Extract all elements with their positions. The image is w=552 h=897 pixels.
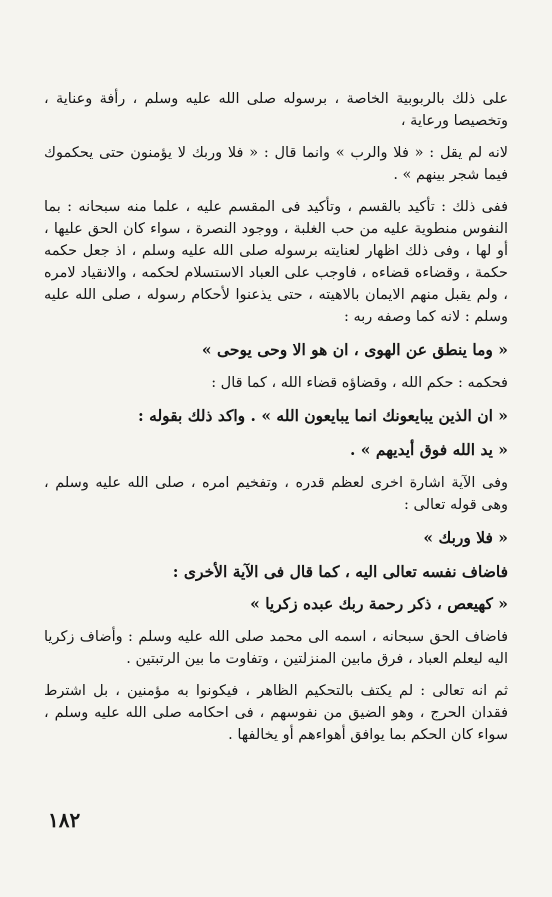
paragraph-3: ففى ذلك : تأكيد بالقسم ، وتأكيد فى المقسم عليه ، علما منه سبحانه : بما النفوس منطوية عليه من حب الغلبة ، ووجود النصرة ، سواء كان الحق عليها ، أو لها ، وفى ذلك اظهار لعنايته برسوله صلى الله عليه وسلم ، اذ جعل حكمه حكمة ، وقضاءه قضاءه ، فاوجب على العباد الاستسلام لحكمه ، والانقياد لامره ، ولم يقبل منهم الايمان بالاهيته ، حتى يذعنوا لأحكام رسوله ، صلى الله عليه وسلم : لانه كما وصفه ربه : <box>44 199 508 325</box>
page-number: ١٨٢ <box>48 808 81 832</box>
bold-heading: فاضاف نفسه تعالى اليه ، كما قال فى الآية الأخرى : <box>172 562 508 581</box>
quran-quote-1: « وما ينطق عن الهوى ، ان هو الا وحى يوحى » <box>201 340 508 359</box>
paragraph-6: ثم انه تعالى : لم يكتف بالتحكيم الظاهر ، فيكونوا به مؤمنين ، بل اشترط فقدان الحرج ، وهو الضيق من نفوسهم ، فى احكامه صلى الله عليه وسلم ، سواء كان الحكم بما يوافق أهواءهم أو يخالفها . <box>44 683 508 743</box>
paragraph-4: وفى الآية اشارة اخرى لعظم قدره ، وتفخيم امره ، صلى الله عليه وسلم ، وهى قوله تعالى : <box>44 475 508 513</box>
quran-quote-2: « ان الذين يبايعونك انما يبايعون الله » . واكد ذلك بقوله : <box>138 406 508 425</box>
quran-quote-3: « يد الله فوق أيديهم » . <box>349 440 508 459</box>
quran-quote-4: « فلا وربك » <box>423 528 508 547</box>
paragraph-1: على ذلك بالربوبية الخاصة ، برسوله صلى الله عليه وسلم ، رأفة وعناية ، وتخصيصا ورعاية ، <box>44 91 508 129</box>
quran-quote-5: « كهيعص ، ذكر رحمة ربك عبده زكريا » <box>250 594 508 613</box>
paragraph-5: فاضاف الحق سبحانه ، اسمه الى محمد صلى الله عليه وسلم : وأضاف زكريا اليه ليعلم العباد ، فرق مابين المنزلتين ، وتفاوت ما بين الرتبتين . <box>44 629 508 667</box>
paragraph-2: لانه لم يقل : « فلا والرب » وانما قال : « فلا وربك لا يؤمنون حتى يحكموك فيما شجر بينهم » . <box>44 145 508 183</box>
text-line-1: فحكمه : حكم الله ، وقضاؤه قضاء الله ، كما قال : <box>211 375 508 391</box>
